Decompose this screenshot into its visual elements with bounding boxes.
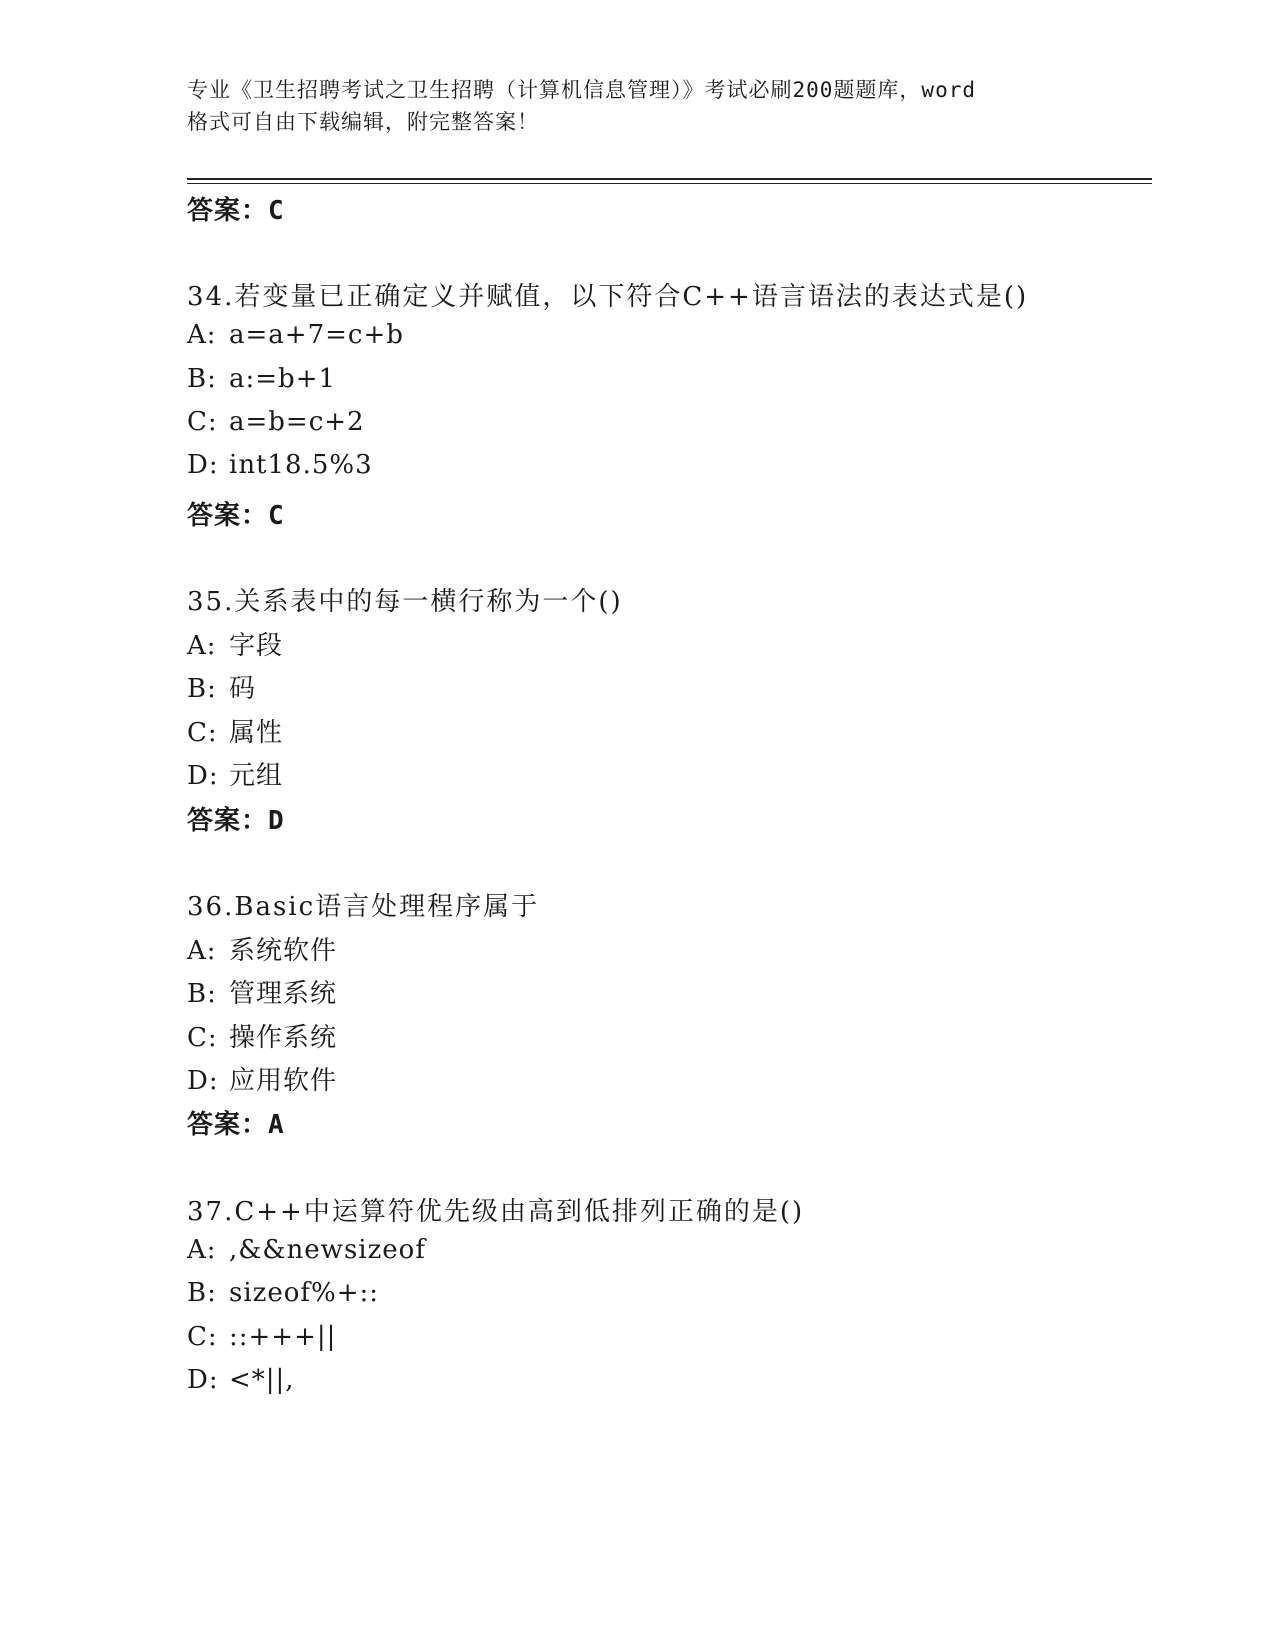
question-36-option-b	[187, 973, 337, 1010]
header-line-1: 专业《卫生招聘考试之卫生招聘（计算机信息管理）》考试必刷200题题库，word	[187, 78, 976, 102]
option-text: 操作系统	[229, 1023, 338, 1053]
option-key: C:	[187, 1322, 218, 1352]
option-key: B:	[187, 979, 217, 1009]
option-key: C:	[187, 1023, 218, 1053]
question-34-answer: 答案：C	[187, 501, 285, 531]
question-35-option-a	[187, 625, 283, 662]
question-37-option-c	[187, 1322, 336, 1352]
option-key: C:	[187, 407, 218, 437]
header-line-2: 格式可自由下载编辑，附完整答案！	[187, 110, 539, 134]
header-divider-thick	[187, 178, 1152, 180]
option-key: A:	[187, 631, 217, 661]
question-36-title: 36.Basic语言处理程序属于	[187, 892, 540, 922]
option-key: A:	[187, 1235, 217, 1265]
option-key: A:	[187, 936, 217, 966]
option-text: a=a+7=c+b	[229, 320, 404, 350]
answer-prev: 答案：C	[187, 196, 285, 226]
option-key: D:	[187, 1365, 219, 1395]
header-divider-thin	[187, 183, 1152, 184]
question-34-option-c	[187, 407, 365, 437]
question-34-option-d	[187, 450, 373, 480]
question-35-option-c	[187, 712, 283, 749]
option-key: B:	[187, 364, 217, 394]
question-36-option-a	[187, 930, 337, 967]
question-35-title: 35.关系表中的每一横行称为一个()	[187, 587, 623, 617]
question-36-option-d	[187, 1060, 337, 1097]
document-header	[187, 74, 1097, 138]
option-text: a=b=c+2	[229, 407, 365, 437]
option-text: int18.5%3	[229, 450, 373, 480]
option-text: ,&&newsizeof	[229, 1235, 426, 1265]
question-36-option-c	[187, 1017, 337, 1054]
option-text: <*||,	[229, 1365, 295, 1395]
option-text: sizeof%+::	[229, 1278, 380, 1308]
option-key: A:	[187, 320, 217, 350]
option-text: 系统软件	[229, 936, 338, 966]
option-key: D:	[187, 1066, 219, 1096]
option-text: 元组	[229, 761, 284, 791]
question-37-title: 37.C++中运算符优先级由高到低排列正确的是()	[187, 1197, 805, 1227]
option-text: 属性	[229, 718, 284, 748]
question-34-option-a	[187, 320, 404, 350]
question-34-title: 34.若变量已正确定义并赋值，以下符合C++语言语法的表达式是()	[187, 282, 1029, 312]
question-34-option-b	[187, 364, 336, 394]
option-key: B:	[187, 674, 217, 704]
option-text: 字段	[229, 631, 284, 661]
option-text: 管理系统	[229, 979, 338, 1009]
option-text: 应用软件	[229, 1066, 338, 1096]
option-text: 码	[229, 674, 257, 704]
question-37-option-a	[187, 1235, 426, 1265]
option-key: D:	[187, 761, 219, 791]
question-35-option-b	[187, 668, 256, 705]
question-35-option-d	[187, 755, 283, 792]
question-37-option-d	[187, 1365, 295, 1395]
option-key: D:	[187, 450, 219, 480]
option-text: a:=b+1	[229, 364, 337, 394]
question-35-answer: 答案：D	[187, 806, 285, 836]
question-36-answer: 答案：A	[187, 1110, 285, 1140]
option-text: ::+++||	[229, 1322, 337, 1352]
option-key: B:	[187, 1278, 217, 1308]
question-37-option-b	[187, 1278, 379, 1308]
option-key: C:	[187, 718, 218, 748]
